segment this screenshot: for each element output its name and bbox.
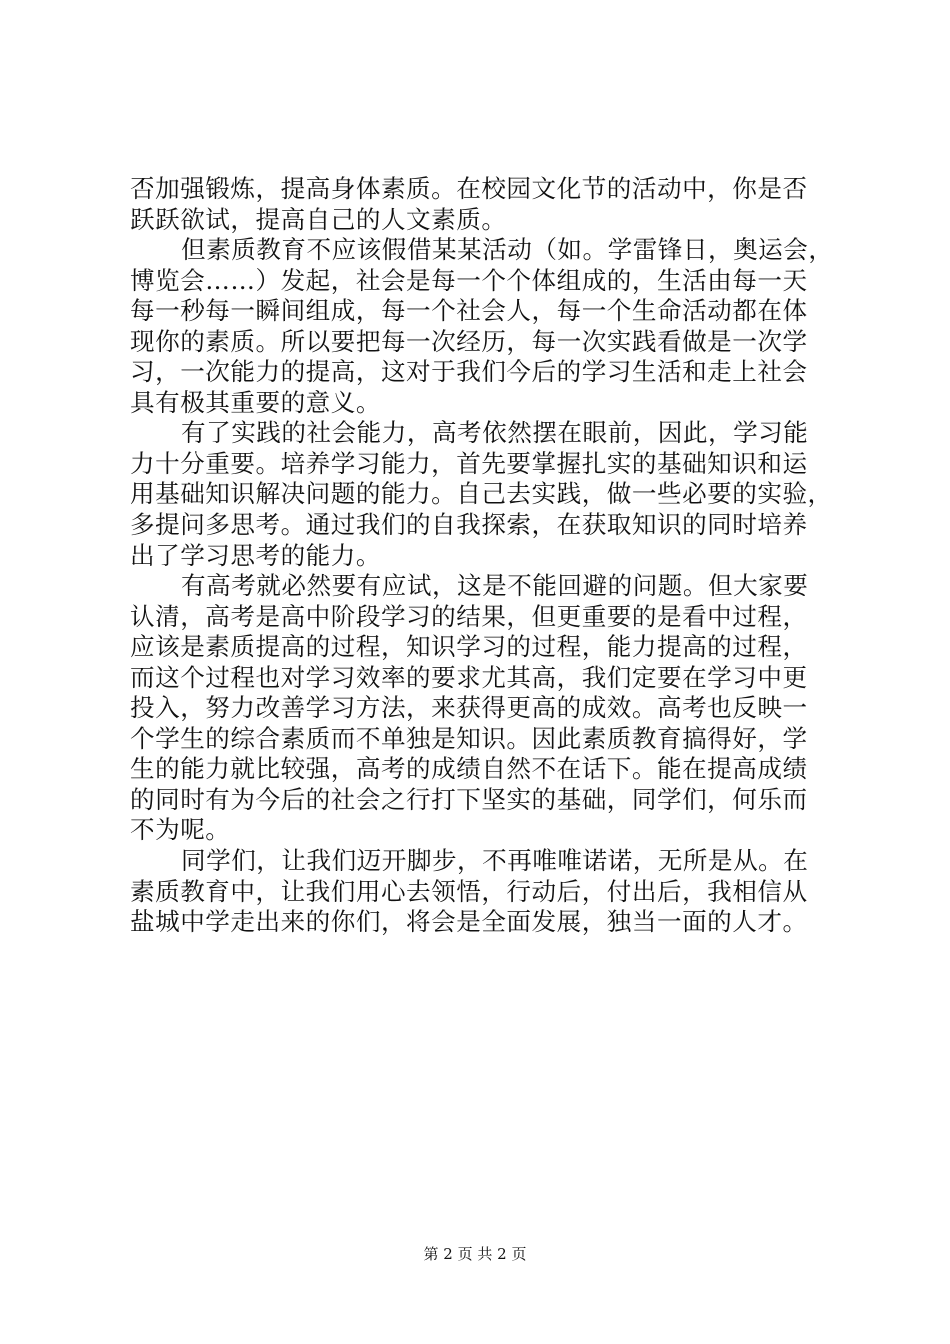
page-number-label: 第 2 页 共 2 页 [423,1245,527,1263]
paragraph-line: 生的能力就比较强，高考的成绩自然不在话下。能在提高成绩 [130,754,808,784]
paragraph-line: 但素质教育不应该假借某某活动（如。学雷锋日，奥运会， [181,235,834,265]
paragraph-line: 力十分重要。培养学习能力，首先要掌握扎实的基础知识和运 [130,448,808,478]
paragraph-line: 现你的素质。所以要把每一次经历，每一次实践看做是一次学 [130,326,808,356]
paragraph-line: 多提问多思考。通过我们的自我探索，在获取知识的同时培养 [130,510,808,540]
paragraph-line: 习，一次能力的提高，这对于我们今后的学习生活和走上社会 [130,357,808,387]
paragraph-line: 而这个过程也对学习效率的要求尤其高，我们定要在学习中更 [130,662,808,692]
paragraph-line: 盐城中学走出来的你们，将会是全面发展，独当一面的人才。 [130,907,808,937]
paragraph-line: 否加强锻炼，提高身体素质。在校园文化节的活动中，你是否 [130,174,808,203]
paragraph-line: 应该是素质提高的过程，知识学习的过程，能力提高的过程， [130,632,808,662]
paragraph-line: 用基础知识解决问题的能力。自己去实践，做一些必要的实验， [130,479,833,509]
page-footer [0,1244,950,1264]
paragraph-line: 投入，努力改善学习方法，来获得更高的成效。高考也反映一 [130,693,808,723]
paragraph-line: 不为呢。 [130,815,231,845]
document-body [130,174,834,938]
paragraph-line: 跃跃欲试，提高自己的人文素质。 [130,204,507,234]
paragraph-line: 素质教育中，让我们用心去领悟，行动后，付出后，我相信从 [130,876,808,906]
paragraph-line: 出了学习思考的能力。 [130,540,381,570]
paragraph-line: 博览会……）发起，社会是每一个个体组成的，生活由每一天 [130,265,808,295]
paragraph-line: 的同时有为今后的社会之行打下坚实的基础，同学们，何乐而 [130,784,808,814]
paragraph-line: 个学生的综合素质而不单独是知识。因此素质教育搞得好，学 [130,723,808,753]
paragraph-line: 具有极其重要的意义。 [130,387,381,417]
paragraph-line: 同学们，让我们迈开脚步，不再唯唯诺诺，无所是从。在 [181,846,809,876]
paragraph-line: 有了实践的社会能力，高考依然摆在眼前，因此，学习能 [181,418,809,448]
paragraph-line: 有高考就必然要有应试，这是不能回避的问题。但大家要 [181,571,809,601]
paragraph-line: 每一秒每一瞬间组成，每一个社会人，每一个生命活动都在体 [130,296,808,326]
paragraph-line: 认清，高考是高中阶段学习的结果，但更重要的是看中过程， [130,601,808,631]
